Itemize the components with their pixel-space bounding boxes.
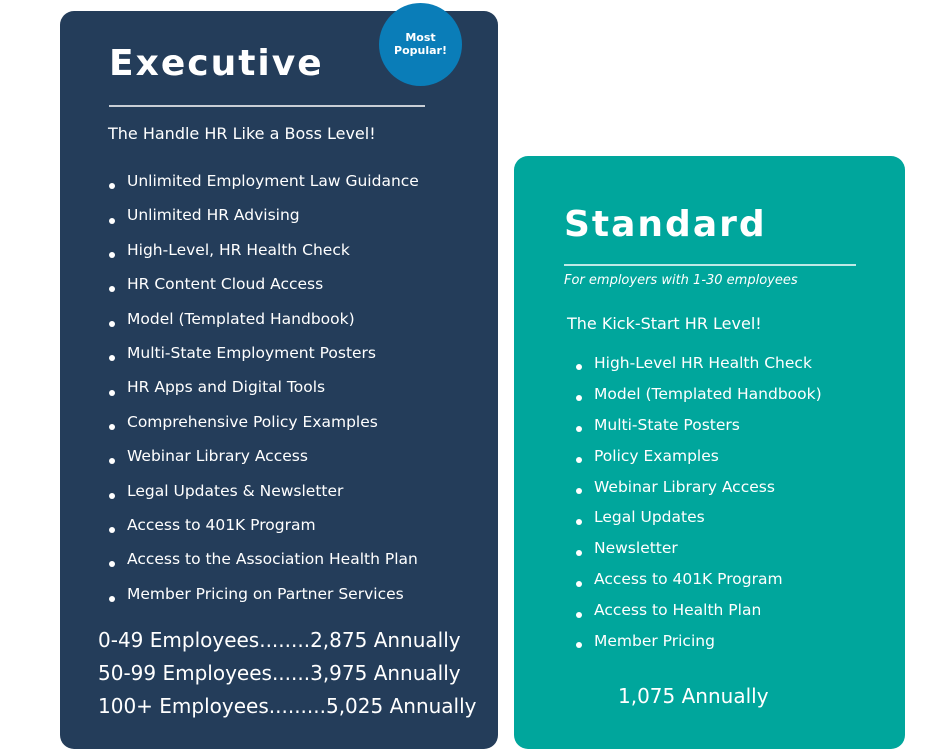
executive-price-list	[98, 626, 477, 725]
executive-feature-item: Unlimited HR Advising	[127, 203, 419, 237]
standard-feature-item: Access to 401K Program	[594, 568, 822, 599]
standard-plan-card	[514, 156, 905, 749]
standard-feature-item: Multi-State Posters	[594, 414, 822, 445]
standard-plan-title: Standard	[564, 204, 767, 245]
executive-price-tier: 0-49 Employees........2,875 Annually	[98, 628, 461, 652]
executive-feature-item: Member Pricing on Partner Services	[127, 582, 419, 616]
executive-feature-item: Access to 401K Program	[127, 513, 419, 547]
executive-title-divider	[109, 105, 425, 107]
standard-feature-item: Newsletter	[594, 537, 822, 568]
most-popular-badge	[379, 3, 462, 86]
standard-feature-list	[594, 352, 822, 661]
standard-feature-item: Legal Updates	[594, 506, 822, 537]
standard-feature-item: Access to Health Plan	[594, 599, 822, 630]
executive-feature-item: HR Apps and Digital Tools	[127, 375, 419, 409]
badge-line-1: Most	[405, 30, 436, 44]
standard-feature-item: High-Level HR Health Check	[594, 352, 822, 383]
executive-feature-item: HR Content Cloud Access	[127, 272, 419, 306]
standard-feature-item: Member Pricing	[594, 630, 822, 661]
executive-price-tier: 100+ Employees.........5,025 Annually	[98, 694, 477, 718]
standard-feature-item: Webinar Library Access	[594, 476, 822, 507]
standard-price: 1,075 Annually	[618, 684, 769, 708]
standard-plan-tagline: The Kick-Start HR Level!	[567, 314, 762, 333]
standard-feature-item: Model (Templated Handbook)	[594, 383, 822, 414]
executive-feature-item: Model (Templated Handbook)	[127, 307, 419, 341]
executive-plan-title: Executive	[109, 43, 324, 84]
badge-line-2: Popular!	[394, 43, 447, 57]
standard-title-divider	[564, 264, 856, 266]
executive-plan-card	[60, 11, 498, 749]
executive-feature-item: High-Level, HR Health Check	[127, 238, 419, 272]
executive-feature-item: Webinar Library Access	[127, 444, 419, 478]
executive-feature-item: Legal Updates & Newsletter	[127, 479, 419, 513]
executive-feature-item: Multi-State Employment Posters	[127, 341, 419, 375]
standard-plan-subtitle: For employers with 1-30 employees	[564, 273, 798, 288]
executive-price-tier: 50-99 Employees......3,975 Annually	[98, 661, 461, 685]
executive-feature-list	[127, 169, 419, 616]
executive-plan-tagline: The Handle HR Like a Boss Level!	[108, 124, 376, 143]
executive-feature-item: Unlimited Employment Law Guidance	[127, 169, 419, 203]
executive-feature-item: Access to the Association Health Plan	[127, 547, 419, 581]
standard-feature-item: Policy Examples	[594, 445, 822, 476]
executive-feature-item: Comprehensive Policy Examples	[127, 410, 419, 444]
